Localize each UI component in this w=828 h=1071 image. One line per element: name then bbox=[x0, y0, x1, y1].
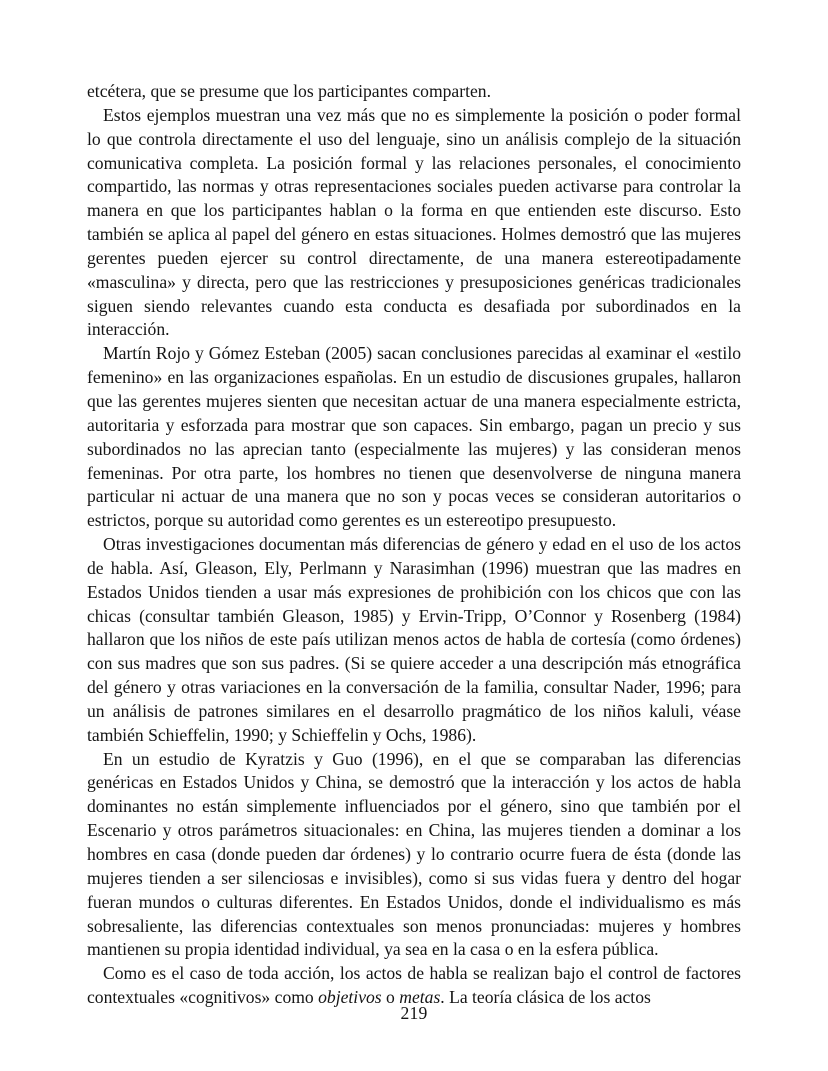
final-paragraph-segment-3: . La teoría clásica de los actos bbox=[440, 987, 651, 1008]
final-paragraph-segment-2: o bbox=[381, 987, 400, 1008]
paragraph-kyratzis-guo: En un estudio de Kyratzis y Guo (1996), en el que se comparaban las diferencias genéricas en Estados Unidos y China, se demostró que la interacción y los actos de habla dominantes no están simplemente influenciados por el género, sino que también por el Escenario y otros parámetros situacionales: en China, las mujeres tienden a dominar a los hombres en casa (donde pueden dar órdenes) y lo contrario ocurre fuera de ésta (donde las mujeres tienden a ser silenciosas e invisibles), como si sus vidas fuera y dentro del hogar fueran mundos o culturas diferentes. En Estados Unidos, donde el individualismo es más sobresaliente, las diferencias contextuales son menos pronunciadas: mujeres y hombres mantienen su propia identidad individual, ya sea en la casa o en la esfera pública. bbox=[87, 748, 741, 960]
paragraph-martin-rojo: Martín Rojo y Gómez Esteban (2005) sacan conclusiones parecidas al examinar el «estilo femenino» en las organizaciones españolas. En un estudio de discusiones grupales, hallaron que las gerentes mujeres sienten que necesitan actuar de una manera especialmente estricta, autoritaria y esforzada para mostrar que son capaces. Sin embargo, pagan un precio y sus subordinados no las aprecian tanto (especialmente las mujeres) y las consideran menos femeninas. Por otra parte, los hombres no tienen que desenvolverse de ninguna manera particular ni actuar de una manera que no son y pocas veces se consideran autoritarios o estrictos, porque su autoridad como gerentes es un estereotipo presupuesto. bbox=[87, 343, 741, 531]
page-body-text bbox=[87, 80, 741, 1010]
final-paragraph-emphasis-objetivos: objetivos bbox=[318, 987, 382, 1008]
final-paragraph-segment-1: Como es el caso de toda acción, los actos de habla se realizan bajo el control de factores contextuales «cognitivos» como bbox=[87, 963, 741, 1008]
final-paragraph-emphasis-metas: metas bbox=[399, 987, 441, 1008]
paragraph-continuation: etcétera, que se presume que los participantes comparten. bbox=[87, 81, 491, 101]
paragraph-otras-investigaciones: Otras investigaciones documentan más diferencias de género y edad en el uso de los actos de habla. Así, Gleason, Ely, Perlmann y Narasimhan (1996) muestran que las madres en Estados Unidos tienden a usar más expresiones de prohibición con los chicos que con las chicas (consultar también Gleason, 1985) y Ervin-Tripp, O’Connor y Rosenberg (1984) hallaron que los niños de este país utilizan menos actos de habla de cortesía (como órdenes) con sus madres que son sus padres. (Si se quiere acceder a una descripción más etnográfica del género y otras variaciones en la conversación de la familia, consultar Nader, 1996; para un análisis de patrones similares en el desarrollo pragmático de los niños kaluli, véase también Schieffelin, 1990; y Schieffelin y Ochs, 1986). bbox=[87, 534, 741, 745]
page-number: 219 bbox=[400, 1003, 428, 1023]
paragraph-estos-ejemplos: Estos ejemplos muestran una vez más que no es simplemente la posición o poder formal lo que controla directamente el uso del lenguaje, sino un análisis complejo de la situación comunicativa completa. La posición formal y las relaciones personales, el conocimiento compartido, las normas y otras representaciones sociales pueden activarse para controlar la manera en que los participantes hablan o la forma en que entienden este discurso. Esto también se aplica al papel del género en estas situaciones. Holmes demostró que las mujeres gerentes pueden ejercer su control directamente, de una manera estereotipadamente «masculina» y directa, pero que las restricciones y presuposiciones genéricas tradicionales siguen siendo relevantes cuando esta conducta es desafiada por subordinados en la interacción. bbox=[87, 104, 741, 340]
